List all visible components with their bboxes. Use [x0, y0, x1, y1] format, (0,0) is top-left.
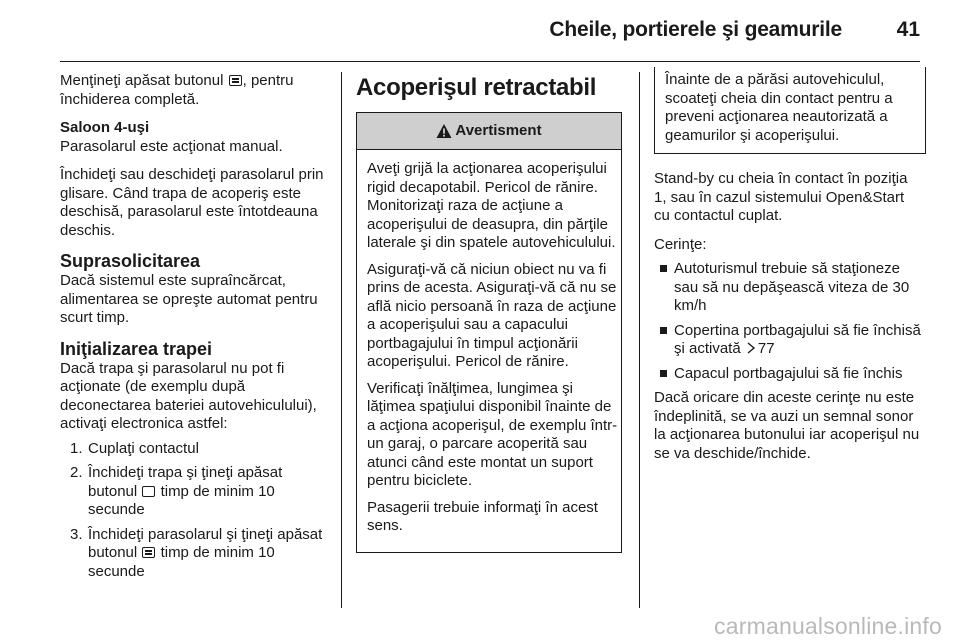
warning-header [357, 112, 621, 150]
paragraph-overload: Dacă sistemul este supraîncărcat, alimentarea se opreşte automat pentru scurt timp. [60, 272, 318, 326]
paragraph-saloon: Parasolarul este acţionat manual. [60, 137, 283, 155]
heading-initialization: Iniţializarea trapei [60, 338, 213, 359]
warning-box [356, 112, 622, 553]
note-box [654, 67, 926, 154]
paragraph-initialization: Dacă trapa şi parasolarul nu pot fi acţionate (de exemplu după deconectarea bateriei autovehiculului), activaţi electronica astfel: [60, 359, 317, 432]
column-right [654, 72, 924, 473]
list-item: Capacul portbagajului să fie închis [654, 365, 924, 384]
warning-paragraph: Aveţi grijă la acţionarea acoperişului rigid decapotabil. Pericol de rănire. Monitorizaţi raza de acţiune a acoperişului de deasupra, din părţile laterale şi din spatele autovehiculului. [367, 160, 616, 251]
bullet-icon [660, 327, 667, 334]
paragraph-open-close: Închideţi sau deschideţi parasolarul prin glisare. Când trapa de acoperiş este deschisă, parasolarul este întotdeauna deschis. [60, 166, 324, 239]
paragraph-failure: Dacă oricare din aceste cerinţe nu este îndeplinită, se va auzi un semnal sonor la acţionarea butonului iar acoperişul nu se va deschide/închide. [654, 389, 920, 462]
paragraph-requirements: Cerinţe: [654, 235, 707, 253]
column-divider [341, 72, 342, 608]
list-item: 3. Închideţi parasolarul şi ţineţi apăsat butonul timp de minim 10 secunde [70, 525, 323, 580]
watermark: carmanualsonline.info [714, 613, 942, 639]
sunroof-button-icon [142, 486, 155, 497]
header-title: Cheile, portierele şi geamurile [549, 18, 842, 41]
list-item: Copertina portbagajului să fie închisă şi activată 77 [654, 322, 924, 359]
paragraph-standby: Stand-by cu cheia în contact în poziţia 1, sau în cazul sistemului Open&Start cu contactul cuplat. [654, 170, 908, 224]
note-text: Înainte de a părăsi autovehiculul, scoateţi cheia din contact pentru a preveni acţionarea neautorizată a geamurilor şi acoperişului. [665, 71, 893, 144]
paragraph-intro: Menţineţi apăsat butonul , pentru închiderea completă. [60, 72, 294, 108]
steps-list [60, 440, 334, 582]
list-item: Autoturismul trebuie să staţioneze sau să nu depăşească viteza de 30 km/h [654, 260, 924, 316]
page-number: 41 [896, 18, 920, 41]
warning-paragraph: Pasagerii trebuie informaţi în acest sens. [367, 498, 598, 534]
list-item: 1. Cuplaţi contactul [70, 439, 199, 457]
page-header [0, 0, 960, 62]
requirements-list [654, 260, 924, 383]
warning-title: Avertisment [455, 121, 542, 139]
header-rule [60, 61, 920, 62]
section-title: Acoperişul retractabil [356, 74, 597, 101]
list-item: 2. Închideţi trapa şi ţineţi apăsat butonul timp de minim 10 secunde [70, 464, 283, 518]
sunblind-button-icon [229, 75, 242, 86]
heading-overload: Suprasolicitarea [60, 251, 201, 271]
column-middle [356, 72, 628, 553]
warning-paragraph: Asiguraţi-vă că niciun obiect nu va fi prins de acesta. Asiguraţi-vă că nu se află nicio persoană în raza de acţiune a acoperişului sau a capacului portbagajului în timpul acţionării acoperişului. Pericol de rănire. [367, 260, 617, 370]
page-reference-icon [747, 342, 756, 354]
warning-paragraph: Verificaţi înălţimea, lungimea şi lăţimea spaţiului disponibil înainte de a acţiona acoperişul, de exemplu într-un garaj, o parcare acoperită sau atunci când este montat un suport pentru biciclete. [367, 379, 618, 489]
column-left [60, 72, 334, 587]
page-reference-link[interactable]: 77 [757, 340, 775, 357]
warning-body [357, 150, 621, 552]
sunblind-button-icon [142, 547, 155, 558]
column-divider [639, 72, 640, 608]
warning-triangle-icon [436, 123, 452, 139]
bullet-icon [660, 370, 667, 377]
bullet-icon [660, 265, 667, 272]
subheading-saloon: Saloon 4-uşi [60, 119, 150, 136]
